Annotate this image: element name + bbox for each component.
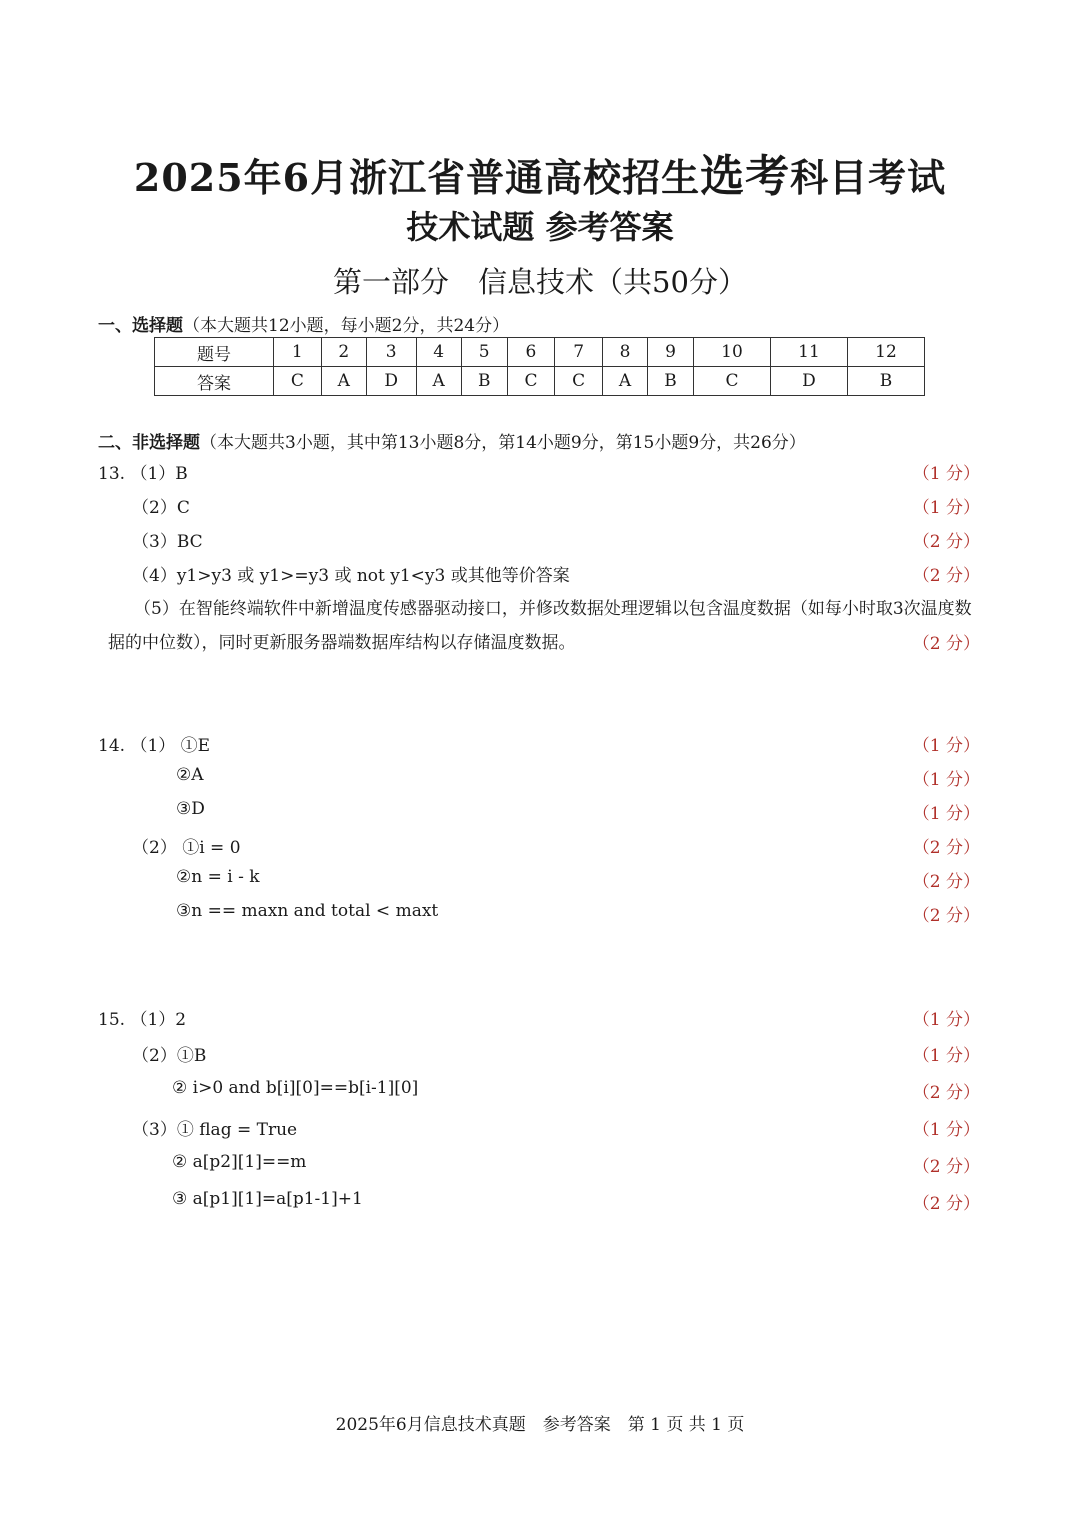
q15-answer-3-3: ③ a[p1][1]=a[p1-1]+1 (172, 1189, 363, 1209)
table-cell: B (461, 367, 507, 396)
q15-answer-3-2: ② a[p2][1]==m (172, 1152, 307, 1172)
title-part-1: 2025年6月浙江省普通高校招生 (133, 155, 701, 200)
q14-points-1-3: （1 分） (912, 804, 980, 824)
table-cell: 11 (770, 338, 847, 367)
q14-answer-1-1: 14. （1） ①E (98, 736, 211, 756)
q14-points-1-2: （1 分） (912, 770, 980, 790)
table-cell: C (507, 367, 555, 396)
table-cell: 9 (648, 338, 694, 367)
title-emphasis: 选考 (700, 151, 791, 202)
page-footer: 2025年6月信息技术真题 参考答案 第 1 页 共 1 页 (335, 1415, 745, 1435)
q14-answer-2-3: ③n == maxn and total < maxt (176, 901, 439, 921)
table-header-answer: 答案 (155, 367, 274, 396)
q13-points-1: （1 分） (912, 464, 980, 484)
table-cell: 3 (366, 338, 416, 367)
q15-points-2-2: （2 分） (912, 1083, 980, 1103)
table-header-number: 题号 (155, 338, 274, 367)
q13-points-3: （2 分） (912, 532, 980, 552)
exam-title (0, 140, 1080, 204)
q13-points-4: （2 分） (912, 566, 980, 586)
q13-answer-4: （4）y1>y3 或 y1>=y3 或 not y1<y3 或其他等价答案 (132, 566, 570, 586)
q15-points-2-1: （1 分） (912, 1046, 980, 1066)
q14-answer-2-1: （2） ①i = 0 (132, 838, 241, 858)
q15-points-1: （1 分） (912, 1010, 980, 1030)
q13-answer-3: （3）BC (132, 532, 203, 552)
section2-note: （本大题共3小题，其中第13小题8分，第14小题9分，第15小题9分，共26分） (200, 433, 806, 453)
q15-points-3-2: （2 分） (912, 1157, 980, 1177)
section2-heading (98, 428, 806, 453)
section1-label: 一、选择题 (98, 316, 183, 336)
title-part-2: 科目考试 (790, 155, 947, 200)
table-cell: 4 (416, 338, 461, 367)
table-row-numbers (155, 338, 925, 367)
table-cell: C (694, 367, 771, 396)
q13-points-5: （2 分） (912, 634, 980, 654)
q13-answer-1: 13. （1）B (98, 464, 188, 484)
q15-points-3-3: （2 分） (912, 1194, 980, 1214)
subtitle: 技术试题 参考答案 (406, 208, 674, 246)
q14-answer-1-3: ③D (176, 799, 205, 819)
q15-points-3-1: （1 分） (912, 1120, 980, 1140)
table-row-answers (155, 367, 925, 396)
table-cell: 7 (555, 338, 603, 367)
answer-table (154, 337, 925, 396)
table-cell: 6 (507, 338, 555, 367)
section1-heading (98, 311, 509, 336)
q14-answer-1-2: ②A (176, 765, 204, 785)
table-cell: 1 (274, 338, 322, 367)
q13-answer-2: （2）C (132, 498, 190, 518)
table-cell: A (416, 367, 461, 396)
q13-points-2: （1 分） (912, 498, 980, 518)
q15-answer-2-2: ② i>0 and b[i][0]==b[i-1][0] (172, 1078, 419, 1098)
q13-answer-5 (108, 592, 988, 660)
table-cell: A (602, 367, 647, 396)
q15-answer-1: 15. （1）2 (98, 1010, 187, 1030)
table-cell: 5 (461, 338, 507, 367)
q15-answer-2-1: （2）①B (132, 1046, 207, 1066)
table-cell: 2 (321, 338, 366, 367)
q14-points-2-3: （2 分） (912, 906, 980, 926)
q14-points-2-2: （2 分） (912, 872, 980, 892)
q14-points-2-1: （2 分） (912, 838, 980, 858)
table-cell: B (847, 367, 924, 396)
table-cell: B (648, 367, 694, 396)
table-cell: 10 (694, 338, 771, 367)
q14-answer-2-2: ②n = i - k (176, 867, 260, 887)
table-cell: D (770, 367, 847, 396)
table-cell: 12 (847, 338, 924, 367)
section2-label: 二、非选择题 (98, 433, 200, 453)
q13-answer-5-text: （5）在智能终端软件中新增温度传感器驱动接口，并修改数据处理逻辑以包含温度数据（如每小时取3次温度数据的中位数），同时更新服务器端数据库结构以存储温度数据。 (108, 599, 972, 653)
table-cell: 8 (602, 338, 647, 367)
table-cell: A (321, 367, 366, 396)
table-cell: C (274, 367, 322, 396)
q15-answer-3-1: （3）① flag = True (132, 1120, 298, 1140)
q14-points-1-1: （1 分） (912, 736, 980, 756)
table-cell: C (555, 367, 603, 396)
part-heading: 第一部分 信息技术（共50分） (333, 265, 747, 299)
section1-note: （本大题共12小题，每小题2分，共24分） (183, 316, 510, 336)
table-cell: D (366, 367, 416, 396)
